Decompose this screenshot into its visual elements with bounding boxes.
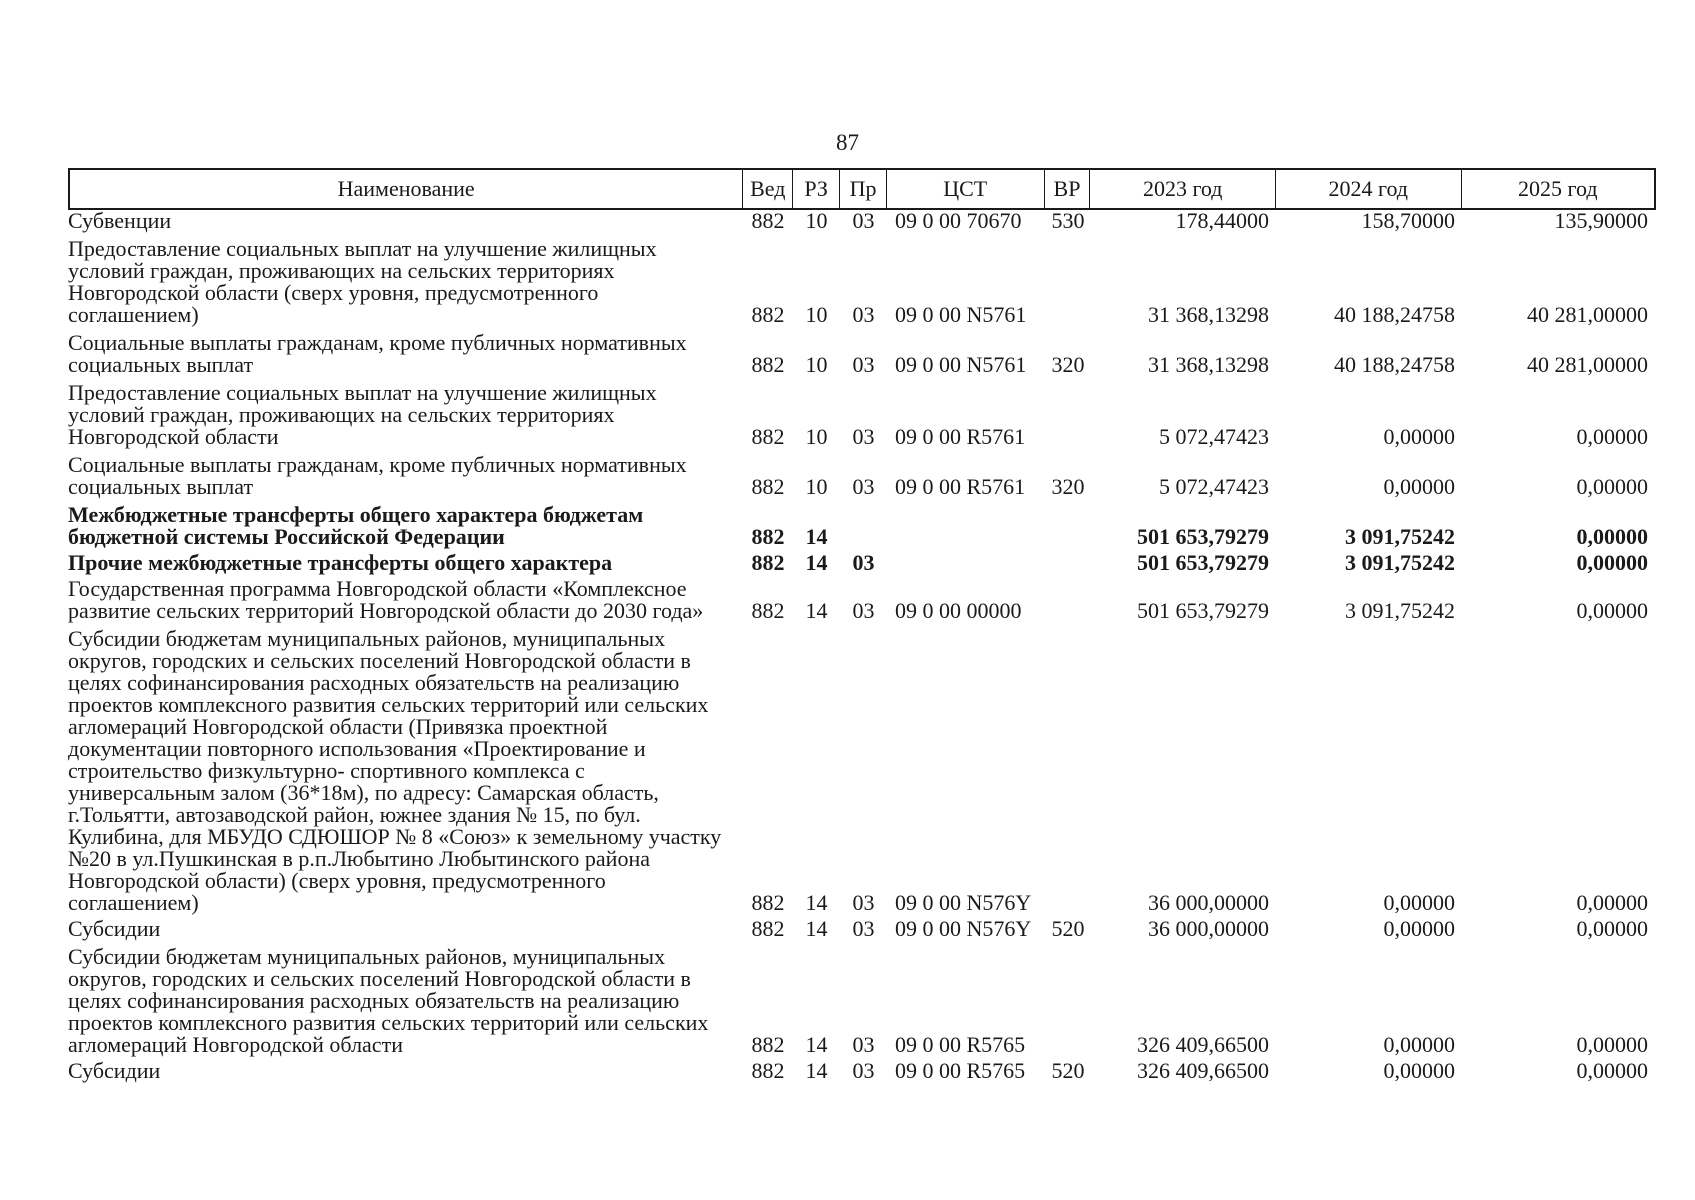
row-2023: 5 072,47423 [1159,424,1269,449]
row-cst: 09 0 00 R5761 [895,474,1026,499]
table-row [68,1060,1656,1082]
header-rz: РЗ [793,170,840,208]
row-name: Субсидии [68,1058,161,1083]
row-pr: 03 [852,302,875,327]
row-pr: 03 [852,1058,875,1083]
row-pr: 03 [852,474,875,499]
row-cst: 09 0 00 N5761 [895,352,1027,377]
page-number: 87 [836,130,859,155]
header-ved: Вед [743,170,793,208]
row-2024: 0,00000 [1383,1058,1455,1083]
header-name: Наименование [70,170,743,208]
header-2024: 2024 год [1276,170,1462,208]
row-name: Межбюджетные трансферты общего характера бюджетам бюджетной системы Российской Федерации [68,502,644,549]
row-cst: 09 0 00 N576Y [895,890,1032,915]
row-2025: 40 281,00000 [1527,352,1648,377]
row-2023: 31 368,13298 [1148,302,1269,327]
row-pr: 03 [852,598,875,623]
row-2023: 178,44000 [1175,208,1269,233]
row-rz: 14 [805,1058,828,1083]
table-row [68,382,1656,448]
row-name: Прочие межбюджетные трансферты общего характера [68,550,613,575]
row-2024: 3 091,75242 [1345,598,1455,623]
table-row [68,504,1656,548]
row-rz: 14 [805,524,828,549]
header-vr: ВР [1045,170,1091,208]
row-2025: 0,00000 [1576,1058,1648,1083]
row-vr: 320 [1051,474,1085,499]
row-name: Предоставление социальных выплат на улучшение жилищных условий граждан, проживающих на сельских территориях Новгородской области (сверх уровня, предусмотренного соглашением) [68,236,657,327]
header-pr: Пр [840,170,887,208]
row-name: Социальные выплаты гражданам, кроме публичных нормативных социальных выплат [68,452,687,499]
row-rz: 14 [805,1032,828,1057]
table-row [68,946,1656,1056]
table-body [68,210,1656,1082]
row-ved: 882 [751,550,785,575]
header-cst: ЦСТ [887,170,1045,208]
header-2025: 2025 год [1518,176,1598,201]
row-pr: 03 [852,890,875,915]
table-row [68,332,1656,376]
row-2023: 501 653,79279 [1137,524,1269,549]
row-rz: 10 [805,302,828,327]
row-ved: 882 [751,916,785,941]
row-2024: 0,00000 [1383,890,1455,915]
table-row [68,210,1656,232]
row-name: Субсидии бюджетам муниципальных районов, муниципальных округов, городских и сельских поселений Новгородской области в целях софинансирования расходных обязательств на реализацию проектов комплексного развития сельских территорий или сельских агломераций Новгородской области (Привязка проектной документации повторного использования «Проектирование и строительство физкультурно- спортивного комплекса с универсальным залом (36*18м), по адресу: Самарская область, г.Тольятти, автозаводской район, южнее здания № 15, по бул. Кулибина, для МБУДО СДЮШОР № 8 «Союз» к земельному участку №20 в ул.Пушкинская в р.п.Любытино Любытинского района Новгородской области) (сверх уровня, предусмотренного соглашением) [68,626,722,915]
row-ved: 882 [751,890,785,915]
row-cst: 09 0 00 70670 [895,208,1022,233]
row-rz: 14 [805,890,828,915]
row-2024: 3 091,75242 [1345,550,1455,575]
row-name: Субсидии [68,916,161,941]
row-pr: 03 [852,550,875,575]
row-ved: 882 [751,424,785,449]
row-2024: 0,00000 [1383,424,1455,449]
row-2025: 0,00000 [1576,598,1648,623]
row-vr: 530 [1051,208,1085,233]
row-2024: 40 188,24758 [1334,352,1455,377]
table-row [68,918,1656,940]
row-2024: 0,00000 [1383,474,1455,499]
budget-table [68,168,1656,1085]
table-row [68,454,1656,498]
table-row [68,578,1656,622]
row-cst: 09 0 00 N5761 [895,302,1027,327]
row-2023: 36 000,00000 [1148,916,1269,941]
row-2023: 5 072,47423 [1159,474,1269,499]
row-ved: 882 [751,302,785,327]
row-cst: 09 0 00 00000 [895,598,1022,623]
row-2025: 0,00000 [1576,890,1648,915]
row-2025: 135,90000 [1554,208,1648,233]
row-pr: 03 [852,352,875,377]
row-rz: 14 [805,550,828,575]
row-2025: 0,00000 [1576,550,1648,575]
row-ved: 882 [751,524,785,549]
row-2024: 158,70000 [1361,208,1455,233]
row-2025: 0,00000 [1576,524,1648,549]
row-2024: 40 188,24758 [1334,302,1455,327]
row-pr: 03 [852,1032,875,1057]
row-ved: 882 [751,1032,785,1057]
row-cst: 09 0 00 R5765 [895,1032,1026,1057]
row-2023: 501 653,79279 [1137,598,1269,623]
row-ved: 882 [751,352,785,377]
table-row [68,628,1656,914]
row-2023: 326 409,66500 [1137,1058,1269,1083]
row-2024: 0,00000 [1383,1032,1455,1057]
row-vr: 520 [1051,1058,1085,1083]
row-cst: 09 0 00 N576Y [895,916,1032,941]
row-cst: 09 0 00 R5761 [895,424,1026,449]
row-name: Предоставление социальных выплат на улучшение жилищных условий граждан, проживающих на сельских территориях Новгородской области [68,380,657,449]
row-name: Субвенции [68,208,172,233]
table-row [68,238,1656,326]
row-rz: 14 [805,598,828,623]
row-2023: 501 653,79279 [1137,550,1269,575]
row-rz: 10 [805,424,828,449]
row-2024: 0,00000 [1383,916,1455,941]
row-rz: 10 [805,208,828,233]
row-ved: 882 [751,474,785,499]
row-rz: 10 [805,474,828,499]
row-name: Социальные выплаты гражданам, кроме публичных нормативных социальных выплат [68,330,687,377]
row-2025: 0,00000 [1576,1032,1648,1057]
row-2023: 326 409,66500 [1137,1032,1269,1057]
row-name: Государственная программа Новгородской области «Комплексное развитие сельских территорий Новгородской области до 2030 года» [68,576,704,623]
row-2025: 0,00000 [1576,424,1648,449]
row-name: Субсидии бюджетам муниципальных районов, муниципальных округов, городских и сельских поселений Новгородской области в целях софинансирования расходных обязательств на реализацию проектов комплексного развития сельских территорий или сельских агломераций Новгородской области [68,944,709,1057]
row-rz: 14 [805,916,828,941]
row-vr: 520 [1051,916,1085,941]
row-2025: 40 281,00000 [1527,302,1648,327]
header-2023: 2023 год [1090,170,1276,208]
table-row [68,552,1656,574]
row-2025: 0,00000 [1576,916,1648,941]
row-vr: 320 [1051,352,1085,377]
row-2023: 36 000,00000 [1148,890,1269,915]
row-ved: 882 [751,598,785,623]
row-ved: 882 [751,1058,785,1083]
row-2024: 3 091,75242 [1345,524,1455,549]
row-2025: 0,00000 [1576,474,1648,499]
row-pr: 03 [852,916,875,941]
row-pr: 03 [852,424,875,449]
row-rz: 10 [805,352,828,377]
row-cst: 09 0 00 R5765 [895,1058,1026,1083]
row-ved: 882 [751,208,785,233]
row-2023: 31 368,13298 [1148,352,1269,377]
row-pr: 03 [852,208,875,233]
table-header [68,168,1656,210]
